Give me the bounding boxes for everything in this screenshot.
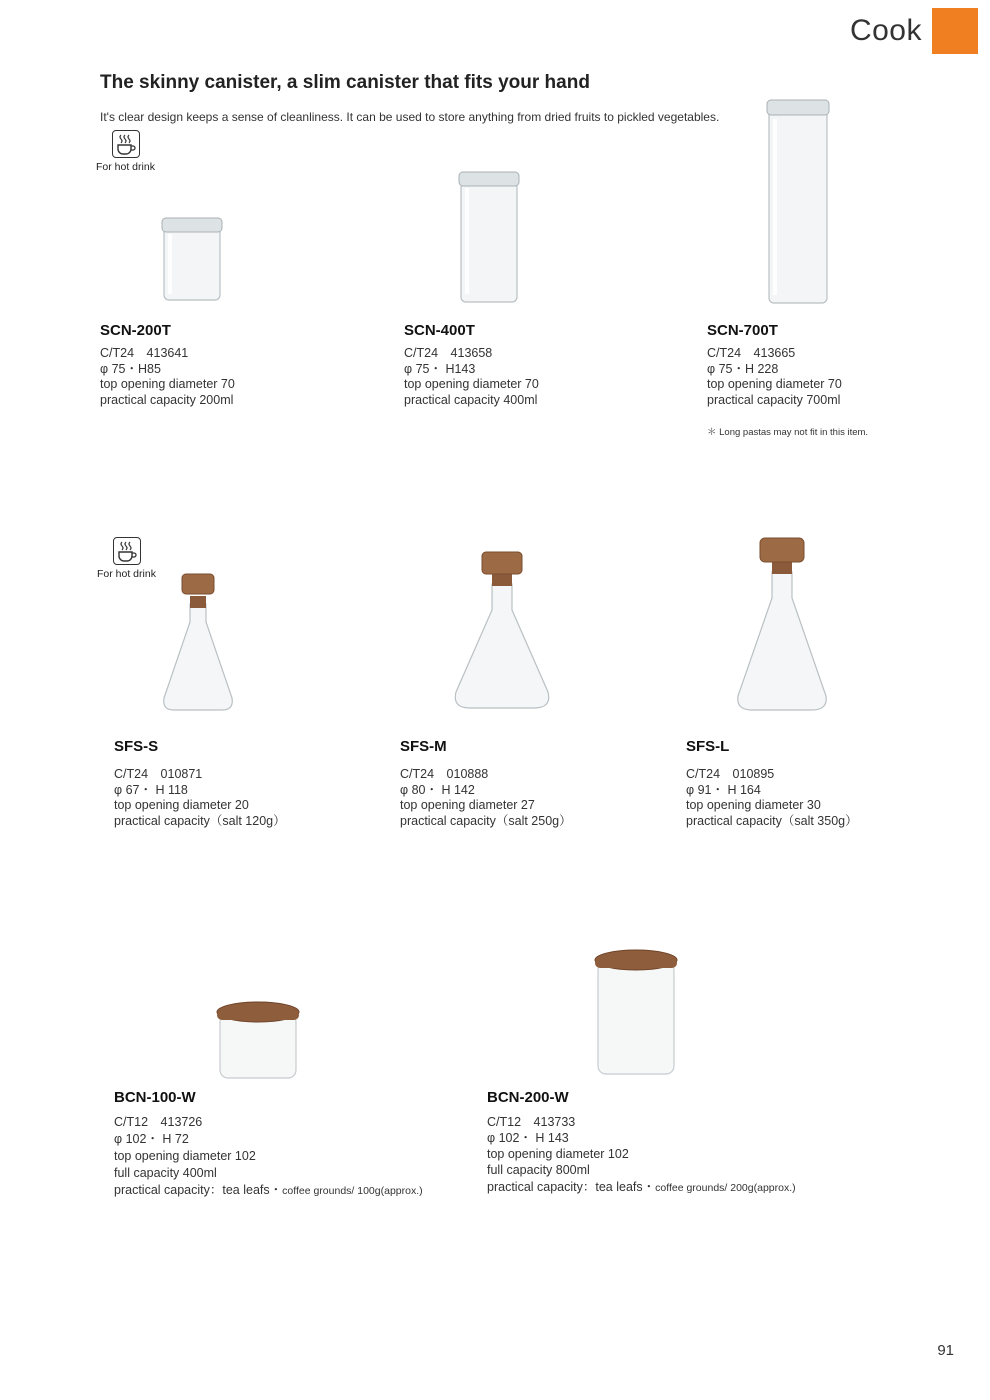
product-name: SFS-M xyxy=(400,738,447,755)
product-opening: top opening diameter 102 xyxy=(487,1147,629,1161)
product-opening: top opening diameter 20 xyxy=(114,798,249,812)
product-scn-400t xyxy=(404,322,539,408)
product-size: φ 75・H85 xyxy=(100,361,161,376)
capacity-detail: coffee grounds/ 100g(approx.) xyxy=(282,1185,423,1197)
product-capacity: practical capacity（salt 120g） xyxy=(114,813,286,828)
product-capacity: practical capacity 700ml xyxy=(707,392,841,407)
product-case-code: C/T24 010871 xyxy=(114,767,203,781)
capacity-main: practical capacity：tea leafs・ xyxy=(487,1180,656,1194)
product-name: SFS-S xyxy=(114,738,159,755)
product-practical-capacity xyxy=(114,1182,423,1200)
hot-drink-label: For hot drink xyxy=(97,568,156,580)
bcn-100-w-image xyxy=(216,1000,300,1080)
hot-cup-icon xyxy=(112,130,140,158)
product-scn-200t xyxy=(100,322,235,408)
product-size: φ 80・ H 142 xyxy=(400,782,475,797)
product-sfs-s xyxy=(114,738,286,829)
section-label: Cook xyxy=(849,14,922,47)
product-case-code: C/T12 413733 xyxy=(487,1115,576,1129)
product-name: SCN-200T xyxy=(100,322,171,339)
scn-400t-image xyxy=(459,168,519,304)
page-number: 91 xyxy=(937,1342,954,1359)
product-full-capacity: full capacity 800ml xyxy=(487,1163,590,1177)
hot-drink-badge xyxy=(97,537,157,580)
page-description: It's clear design keeps a sense of cleanliness. It can be used to store anything from dried fruits to pickled vegetables. xyxy=(100,110,720,124)
product-case-code: C/T24 413658 xyxy=(404,346,493,360)
scn-200t-image xyxy=(162,214,222,302)
product-opening: top opening diameter 102 xyxy=(114,1149,256,1163)
sfs-s-image xyxy=(160,572,236,712)
product-name: SFS-L xyxy=(686,738,730,755)
product-case-code: C/T12 413726 xyxy=(114,1115,203,1129)
sfs-m-image xyxy=(450,550,554,710)
product-size: φ 102・ H 72 xyxy=(114,1132,189,1146)
product-name: SCN-400T xyxy=(404,322,475,339)
product-full-capacity: full capacity 400ml xyxy=(114,1166,217,1180)
product-case-code: C/T24 413665 xyxy=(707,346,796,360)
product-opening: top opening diameter 70 xyxy=(707,377,842,391)
product-opening: top opening diameter 27 xyxy=(400,798,535,812)
product-size: φ 91・ H 164 xyxy=(686,782,761,797)
product-opening: top opening diameter 70 xyxy=(404,377,539,391)
hot-cup-icon xyxy=(113,537,141,565)
hot-drink-label: For hot drink xyxy=(96,161,155,173)
product-name: BCN-100-W xyxy=(114,1089,196,1106)
product-bcn-100-w xyxy=(114,1089,423,1200)
product-bcn-200-w xyxy=(487,1089,796,1197)
page-headline: The skinny canister, a slim canister that fits your hand xyxy=(100,72,590,93)
product-capacity: practical capacity（salt 250g） xyxy=(400,813,572,828)
product-name: SCN-700T xyxy=(707,322,778,339)
product-size: φ 67・ H 118 xyxy=(114,782,188,797)
product-case-code: C/T24 010895 xyxy=(686,767,775,781)
product-capacity: practical capacity 400ml xyxy=(404,392,538,407)
capacity-main: practical capacity：tea leafs・ xyxy=(114,1183,283,1197)
product-case-code: C/T24 010888 xyxy=(400,767,489,781)
product-sfs-l xyxy=(686,738,858,829)
product-name: BCN-200-W xyxy=(487,1089,569,1106)
bcn-200-w-image xyxy=(594,948,678,1076)
section-color-tab xyxy=(932,8,978,54)
product-opening: top opening diameter 30 xyxy=(686,798,821,812)
product-note: ＊ Long pastas may not fit in this item. xyxy=(707,427,869,438)
product-capacity: practical capacity（salt 350g） xyxy=(686,813,858,828)
product-sfs-m xyxy=(400,738,572,829)
product-capacity: practical capacity 200ml xyxy=(100,392,234,407)
product-size: φ 75・H 228 xyxy=(707,361,779,376)
scn-700t-image xyxy=(767,97,829,305)
product-size: φ 75・ H143 xyxy=(404,361,476,376)
product-size: φ 102・ H 143 xyxy=(487,1131,569,1145)
capacity-detail: coffee grounds/ 200g(approx.) xyxy=(655,1182,796,1194)
product-case-code: C/T24 413641 xyxy=(100,346,189,360)
hot-drink-badge xyxy=(96,130,156,173)
sfs-l-image xyxy=(734,536,830,712)
product-opening: top opening diameter 70 xyxy=(100,377,235,391)
product-scn-700t xyxy=(707,322,842,408)
product-practical-capacity xyxy=(487,1179,796,1197)
